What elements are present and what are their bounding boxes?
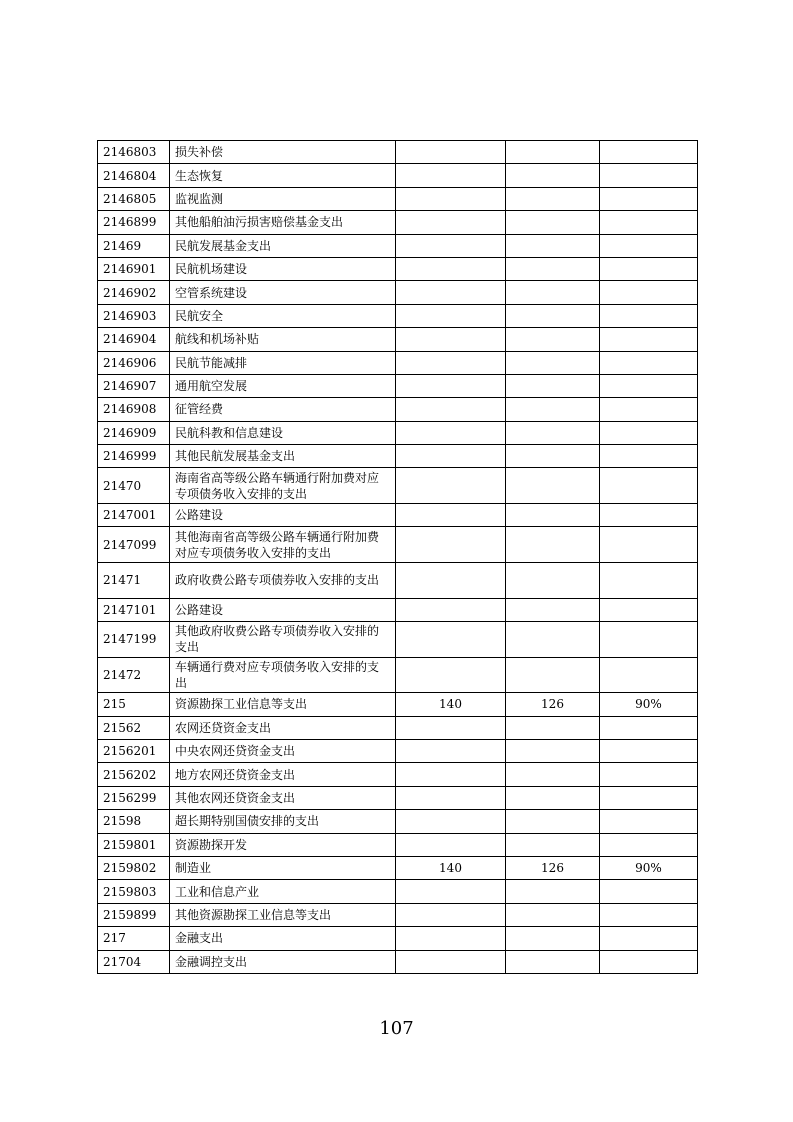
- table-row: [98, 421, 698, 444]
- row-value-col5-cell: [600, 211, 698, 234]
- row-code-cell: 2146903: [98, 304, 170, 327]
- row-value-col5-cell: [600, 927, 698, 950]
- row-value-col3-cell: [396, 211, 506, 234]
- row-value-col5-cell: [600, 234, 698, 257]
- table-row: [98, 328, 698, 351]
- row-value-col5-cell: [600, 763, 698, 786]
- table-row: [98, 622, 698, 658]
- row-code-cell: 2156202: [98, 763, 170, 786]
- row-name-cell: 民航机场建设: [170, 257, 396, 280]
- row-value-col3-cell: [396, 398, 506, 421]
- row-code-cell: 21469: [98, 234, 170, 257]
- row-value-col5-cell: [600, 468, 698, 504]
- row-value-col3-cell: [396, 374, 506, 397]
- row-value-col5-cell: [600, 740, 698, 763]
- row-value-col4-cell: [506, 164, 600, 187]
- row-value-col5-cell: [600, 374, 698, 397]
- row-value-col4-cell: [506, 234, 600, 257]
- row-value-col4-cell: [506, 880, 600, 903]
- row-code-cell: 2147199: [98, 622, 170, 658]
- row-value-col4-cell: [506, 740, 600, 763]
- row-value-col3-cell: 140: [396, 693, 506, 716]
- row-value-col5-cell: [600, 281, 698, 304]
- table-row: [98, 740, 698, 763]
- row-code-cell: 2147099: [98, 527, 170, 563]
- row-name-cell: 公路建设: [170, 504, 396, 527]
- row-value-col3-cell: [396, 234, 506, 257]
- row-code-cell: 2147101: [98, 598, 170, 621]
- row-name-cell: 航线和机场补贴: [170, 328, 396, 351]
- row-code-cell: 2147001: [98, 504, 170, 527]
- table-row: [98, 950, 698, 973]
- table-row: [98, 716, 698, 739]
- row-value-col3-cell: [396, 421, 506, 444]
- row-code-cell: 21562: [98, 716, 170, 739]
- row-value-col4-cell: [506, 374, 600, 397]
- row-code-cell: 21471: [98, 563, 170, 599]
- row-name-cell: 地方农网还贷资金支出: [170, 763, 396, 786]
- table-row: [98, 257, 698, 280]
- table-row: [98, 927, 698, 950]
- row-value-col3-cell: [396, 763, 506, 786]
- row-name-cell: 民航科教和信息建设: [170, 421, 396, 444]
- row-code-cell: 2146803: [98, 141, 170, 164]
- table-row: [98, 211, 698, 234]
- row-value-col4-cell: [506, 716, 600, 739]
- table-row: [98, 445, 698, 468]
- row-code-cell: 2146899: [98, 211, 170, 234]
- table-row: [98, 810, 698, 833]
- table-row: [98, 833, 698, 856]
- table-row: [98, 856, 698, 879]
- row-value-col3-cell: [396, 950, 506, 973]
- row-name-cell: 公路建设: [170, 598, 396, 621]
- row-code-cell: 2159802: [98, 856, 170, 879]
- table-row: [98, 164, 698, 187]
- row-value-col5-cell: [600, 657, 698, 693]
- table-row: [98, 880, 698, 903]
- table-row: [98, 141, 698, 164]
- row-value-col4-cell: [506, 622, 600, 658]
- row-name-cell: 资源勘探工业信息等支出: [170, 693, 396, 716]
- row-value-col5-cell: [600, 563, 698, 599]
- table-row: [98, 504, 698, 527]
- row-value-col4-cell: 126: [506, 693, 600, 716]
- row-value-col4-cell: [506, 141, 600, 164]
- row-value-col3-cell: [396, 141, 506, 164]
- row-value-col5-cell: [600, 622, 698, 658]
- row-value-col5-cell: [600, 527, 698, 563]
- row-code-cell: 2146804: [98, 164, 170, 187]
- row-name-cell: 其他海南省高等级公路车辆通行附加费对应专项债务收入安排的支出: [170, 527, 396, 563]
- row-value-col3-cell: [396, 598, 506, 621]
- row-name-cell: 民航节能减排: [170, 351, 396, 374]
- row-value-col4-cell: [506, 398, 600, 421]
- table-row: [98, 398, 698, 421]
- row-code-cell: 21704: [98, 950, 170, 973]
- row-name-cell: 空管系统建设: [170, 281, 396, 304]
- table-row: [98, 786, 698, 809]
- row-value-col5-cell: [600, 504, 698, 527]
- row-name-cell: 其他政府收费公路专项债券收入安排的支出: [170, 622, 396, 658]
- row-value-col5-cell: [600, 164, 698, 187]
- row-name-cell: 工业和信息产业: [170, 880, 396, 903]
- row-value-col4-cell: [506, 468, 600, 504]
- row-name-cell: 民航发展基金支出: [170, 234, 396, 257]
- row-name-cell: 其他民航发展基金支出: [170, 445, 396, 468]
- row-code-cell: 2146908: [98, 398, 170, 421]
- row-code-cell: 2159899: [98, 903, 170, 926]
- row-name-cell: 其他资源勘探工业信息等支出: [170, 903, 396, 926]
- row-code-cell: 2146901: [98, 257, 170, 280]
- row-value-col5-cell: 90%: [600, 856, 698, 879]
- row-code-cell: 2156299: [98, 786, 170, 809]
- row-code-cell: 2146907: [98, 374, 170, 397]
- page-number: 107: [379, 1018, 414, 1039]
- table-row: [98, 234, 698, 257]
- row-value-col5-cell: [600, 445, 698, 468]
- row-value-col3-cell: [396, 622, 506, 658]
- table-row: [98, 187, 698, 210]
- row-code-cell: 2146909: [98, 421, 170, 444]
- row-value-col4-cell: [506, 527, 600, 563]
- row-code-cell: 2146805: [98, 187, 170, 210]
- row-value-col5-cell: 90%: [600, 693, 698, 716]
- row-name-cell: 海南省高等级公路车辆通行附加费对应专项债务收入安排的支出: [170, 468, 396, 504]
- table-row: [98, 304, 698, 327]
- row-value-col3-cell: [396, 445, 506, 468]
- row-value-col3-cell: [396, 328, 506, 351]
- row-value-col5-cell: [600, 833, 698, 856]
- table-row: [98, 281, 698, 304]
- row-value-col4-cell: [506, 903, 600, 926]
- row-value-col5-cell: [600, 786, 698, 809]
- row-value-col4-cell: [506, 657, 600, 693]
- row-name-cell: 中央农网还贷资金支出: [170, 740, 396, 763]
- row-name-cell: 损失补偿: [170, 141, 396, 164]
- table-row: [98, 563, 698, 599]
- row-value-col4-cell: [506, 927, 600, 950]
- row-value-col3-cell: [396, 304, 506, 327]
- row-code-cell: 2159803: [98, 880, 170, 903]
- row-value-col5-cell: [600, 880, 698, 903]
- row-name-cell: 民航安全: [170, 304, 396, 327]
- row-value-col5-cell: [600, 141, 698, 164]
- row-value-col4-cell: [506, 211, 600, 234]
- row-name-cell: 监视监测: [170, 187, 396, 210]
- row-value-col3-cell: [396, 468, 506, 504]
- row-name-cell: 征管经费: [170, 398, 396, 421]
- row-value-col3-cell: 140: [396, 856, 506, 879]
- row-value-col3-cell: [396, 351, 506, 374]
- row-value-col5-cell: [600, 421, 698, 444]
- row-value-col4-cell: 126: [506, 856, 600, 879]
- row-name-cell: 其他船舶油污损害赔偿基金支出: [170, 211, 396, 234]
- row-value-col5-cell: [600, 304, 698, 327]
- row-code-cell: 215: [98, 693, 170, 716]
- row-value-col3-cell: [396, 903, 506, 926]
- row-value-col5-cell: [600, 328, 698, 351]
- row-value-col5-cell: [600, 810, 698, 833]
- row-name-cell: 金融支出: [170, 927, 396, 950]
- row-name-cell: 政府收费公路专项债券收入安排的支出: [170, 563, 396, 599]
- table-row: [98, 374, 698, 397]
- row-value-col4-cell: [506, 833, 600, 856]
- row-value-col5-cell: [600, 716, 698, 739]
- row-value-col3-cell: [396, 563, 506, 599]
- row-value-col5-cell: [600, 257, 698, 280]
- row-value-col4-cell: [506, 421, 600, 444]
- row-name-cell: 金融调控支出: [170, 950, 396, 973]
- row-code-cell: 21598: [98, 810, 170, 833]
- row-value-col3-cell: [396, 927, 506, 950]
- table-row: [98, 903, 698, 926]
- row-value-col3-cell: [396, 833, 506, 856]
- row-value-col3-cell: [396, 187, 506, 210]
- row-value-col3-cell: [396, 740, 506, 763]
- row-value-col4-cell: [506, 257, 600, 280]
- row-value-col5-cell: [600, 351, 698, 374]
- row-value-col4-cell: [506, 328, 600, 351]
- row-value-col5-cell: [600, 598, 698, 621]
- row-name-cell: 车辆通行费对应专项债务收入安排的支出: [170, 657, 396, 693]
- table-row: [98, 468, 698, 504]
- row-value-col3-cell: [396, 281, 506, 304]
- row-value-col5-cell: [600, 903, 698, 926]
- table-row: [98, 351, 698, 374]
- table-row: [98, 693, 698, 716]
- row-code-cell: 2146902: [98, 281, 170, 304]
- table-row: [98, 763, 698, 786]
- row-code-cell: 217: [98, 927, 170, 950]
- row-name-cell: 资源勘探开发: [170, 833, 396, 856]
- row-value-col4-cell: [506, 504, 600, 527]
- row-code-cell: 21472: [98, 657, 170, 693]
- row-value-col4-cell: [506, 445, 600, 468]
- row-value-col4-cell: [506, 598, 600, 621]
- row-code-cell: 2156201: [98, 740, 170, 763]
- row-code-cell: 2146999: [98, 445, 170, 468]
- row-value-col3-cell: [396, 657, 506, 693]
- row-code-cell: 2159801: [98, 833, 170, 856]
- row-value-col4-cell: [506, 950, 600, 973]
- row-value-col4-cell: [506, 763, 600, 786]
- row-name-cell: 生态恢复: [170, 164, 396, 187]
- row-value-col4-cell: [506, 281, 600, 304]
- row-name-cell: 超长期特别国债安排的支出: [170, 810, 396, 833]
- table-row: [98, 598, 698, 621]
- row-value-col4-cell: [506, 810, 600, 833]
- row-name-cell: 其他农网还贷资金支出: [170, 786, 396, 809]
- row-code-cell: 21470: [98, 468, 170, 504]
- row-value-col3-cell: [396, 880, 506, 903]
- row-value-col3-cell: [396, 257, 506, 280]
- row-value-col5-cell: [600, 950, 698, 973]
- row-code-cell: 2146904: [98, 328, 170, 351]
- row-value-col5-cell: [600, 187, 698, 210]
- row-value-col4-cell: [506, 187, 600, 210]
- row-value-col3-cell: [396, 527, 506, 563]
- row-value-col4-cell: [506, 786, 600, 809]
- row-name-cell: 农网还贷资金支出: [170, 716, 396, 739]
- row-value-col3-cell: [396, 504, 506, 527]
- row-name-cell: 制造业: [170, 856, 396, 879]
- row-value-col3-cell: [396, 716, 506, 739]
- row-value-col5-cell: [600, 398, 698, 421]
- budget-table: [97, 140, 698, 974]
- row-name-cell: 通用航空发展: [170, 374, 396, 397]
- row-value-col4-cell: [506, 304, 600, 327]
- table-row: [98, 657, 698, 693]
- table-row: [98, 527, 698, 563]
- row-value-col3-cell: [396, 810, 506, 833]
- row-code-cell: 2146906: [98, 351, 170, 374]
- row-value-col3-cell: [396, 786, 506, 809]
- row-value-col4-cell: [506, 563, 600, 599]
- row-value-col3-cell: [396, 164, 506, 187]
- row-value-col4-cell: [506, 351, 600, 374]
